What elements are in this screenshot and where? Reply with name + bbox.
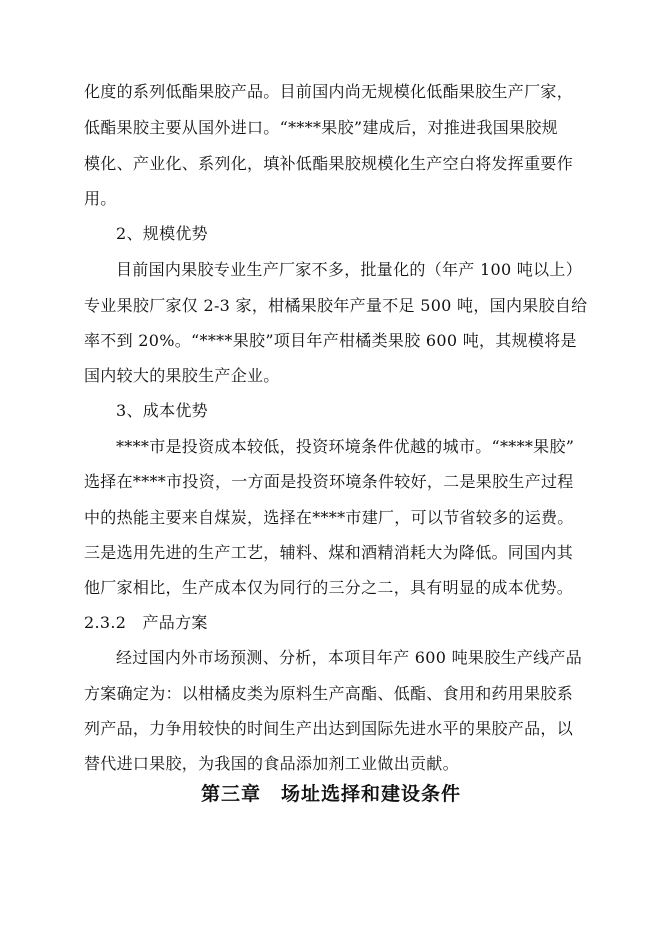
text-line: 三是选用先进的生产工艺，辅料、煤和酒精消耗大为降低。同国内其 bbox=[84, 543, 574, 562]
text-line: 替代进口果胶，为我国的食品添加剂工业做出贡献。 bbox=[84, 754, 459, 773]
subheading-cost-advantage: 3、成本优势 bbox=[116, 401, 208, 420]
subheading-scale-advantage: 2、规模优势 bbox=[116, 224, 208, 243]
text-line: 经过国内外市场预测、分析，本项目年产 600 吨果胶生产线产品 bbox=[116, 648, 583, 667]
text-line: 国内较大的果胶生产企业。 bbox=[84, 366, 280, 385]
text-line: 选择在****市投资，一方面是投资环境条件较好，二是果胶生产过程 bbox=[84, 472, 574, 491]
text-line: 中的热能主要来自煤炭，选择在****市建厂，可以节省较多的运费。 bbox=[84, 508, 574, 527]
text-line: 他厂家相比，生产成本仅为同行的三分之二，具有明显的成本优势。 bbox=[84, 578, 574, 597]
text-line: 模化、产业化、系列化，填补低酯果胶规模化生产空白将发挥重要作 bbox=[84, 154, 574, 173]
text-line: 方案确定为：以柑橘皮类为原料生产高酯、低酯、食用和药用果胶系 bbox=[84, 684, 574, 703]
text-line: 用。 bbox=[84, 189, 117, 208]
text-line: ****市是投资成本较低，投资环境条件优越的城市。“****果胶” bbox=[116, 437, 575, 456]
text-line: 列产品，力争用较快的时间生产出达到国际先进水平的果胶产品，以 bbox=[84, 719, 574, 738]
text-line: 化度的系列低酯果胶产品。目前国内尚无规模化低酯果胶生产厂家， bbox=[84, 82, 574, 101]
text-line: 目前国内果胶专业生产厂家不多，批量化的（年产 100 吨以上） bbox=[116, 260, 583, 279]
text-line: 专业果胶厂家仅 2-3 家，柑橘果胶年产量不足 500 吨，国内果胶自给 bbox=[84, 296, 588, 315]
section-heading-product-plan: 2.3.2 产品方案 bbox=[84, 613, 208, 632]
text-line: 低酯果胶主要从国外进口。“****果胶”建成后，对推进我国果胶规 bbox=[84, 118, 558, 137]
chapter-title: 第三章 场址选择和建设条件 bbox=[200, 783, 461, 805]
text-line: 率不到 20%。“****果胶”项目年产柑橘类果胶 600 吨，其规模将是 bbox=[84, 331, 577, 350]
